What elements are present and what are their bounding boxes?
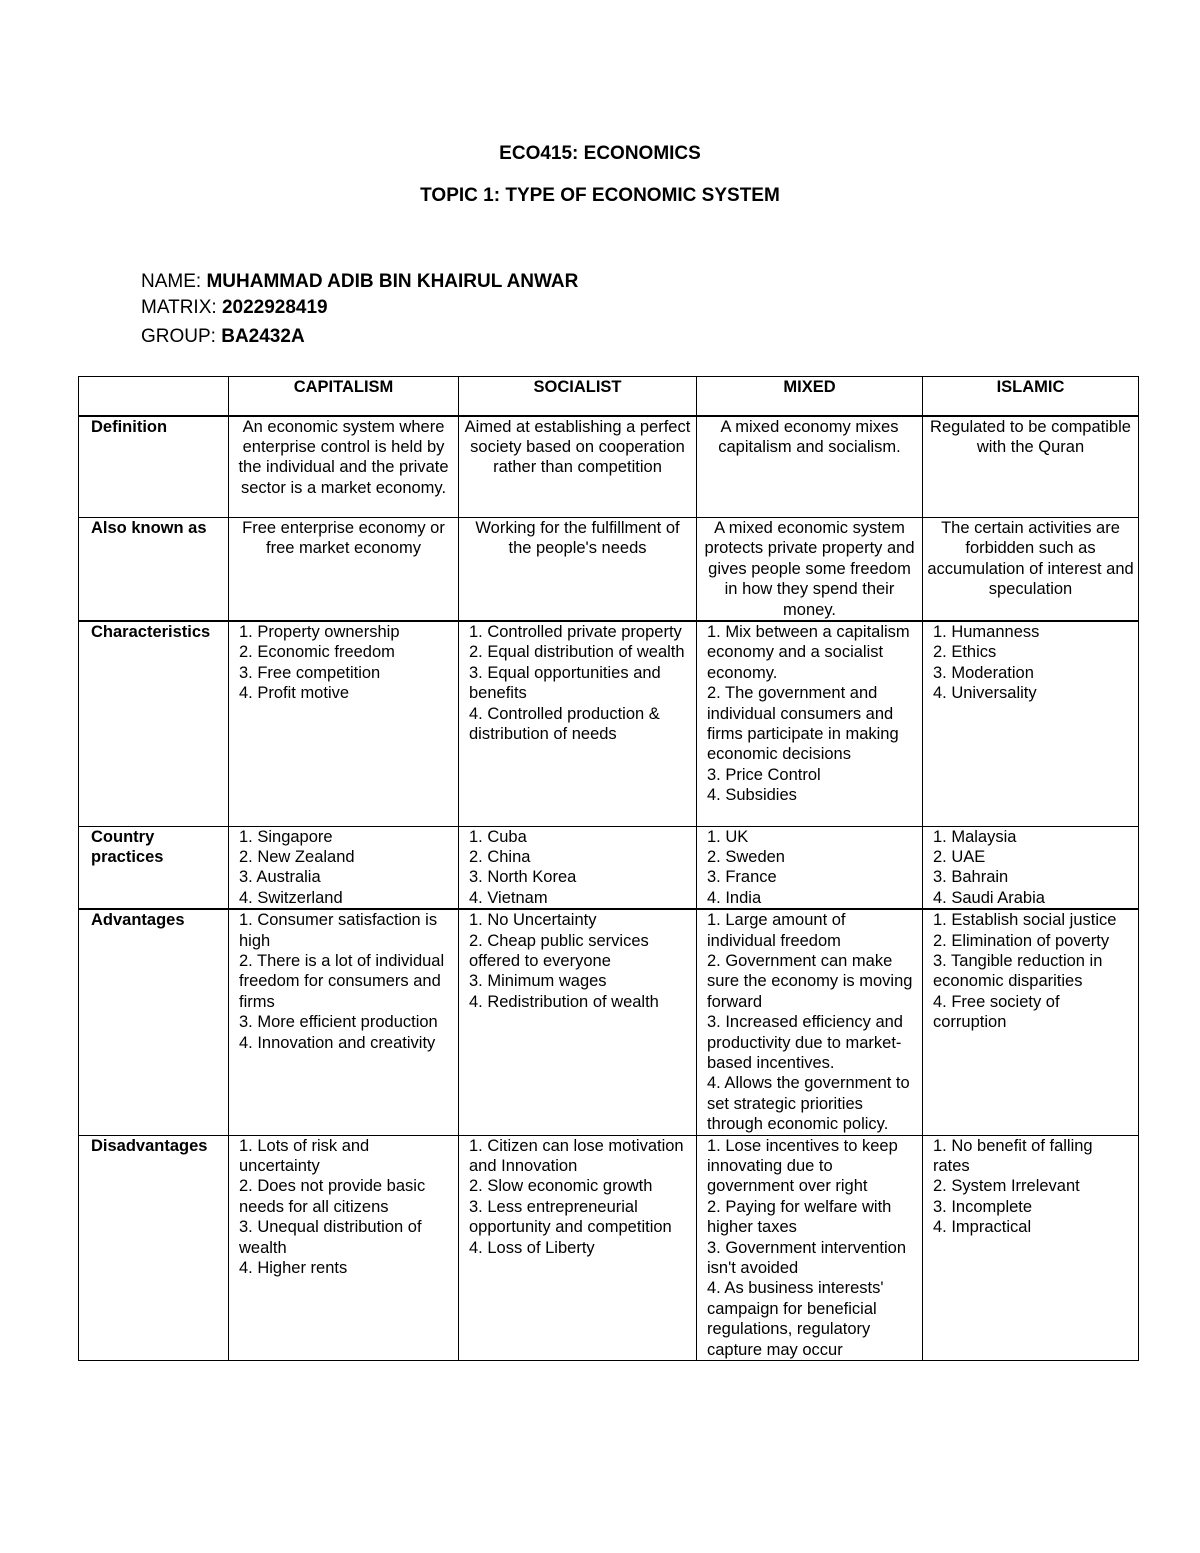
table-cell: 1. Cuba 2. China 3. North Korea 4. Vietnam xyxy=(459,826,697,909)
course-title: ECO415: ECONOMICS xyxy=(499,143,701,164)
row-label: Disadvantages xyxy=(79,1135,229,1360)
topic-title: TOPIC 1: TYPE OF ECONOMIC SYSTEM xyxy=(420,185,780,206)
group-line xyxy=(141,326,305,348)
table-cell: 1. No benefit of falling rates 2. System Irrelevant 3. Incomplete 4. Impractical xyxy=(923,1135,1139,1360)
table-cell: 1. Malaysia 2. UAE 3. Bahrain 4. Saudi Arabia xyxy=(923,826,1139,909)
group-code: BA2432A xyxy=(221,326,305,347)
row-label: Definition xyxy=(79,416,229,518)
table-cell: 1. Singapore 2. New Zealand 3. Australia 4. Switzerland xyxy=(229,826,459,909)
column-header-mixed: MIXED xyxy=(697,377,923,416)
table-row-advantages xyxy=(79,909,1139,1135)
table-row-disadvantages xyxy=(79,1135,1139,1360)
matrix-number: 2022928419 xyxy=(221,297,328,318)
table-cell: 1. Consumer satisfaction is high 2. There is a lot of individual freedom for consumers and firms 3. More efficient production 4. Innovation and creativity xyxy=(229,909,459,1135)
table-cell: 1. Humanness 2. Ethics 3. Moderation 4. Universality xyxy=(923,621,1139,826)
table-cell: 1. UK 2. Sweden 3. France 4. India xyxy=(697,826,923,909)
table-cell: Working for the fulfillment of the people's needs xyxy=(459,518,697,622)
table-cell: Free enterprise economy or free market economy xyxy=(229,518,459,622)
row-label: Characteristics xyxy=(79,621,229,826)
column-header-empty xyxy=(79,377,229,416)
table-cell: 1. Lots of risk and uncertainty 2. Does not provide basic needs for all citizens 3. Unequal distribution of wealth 4. Higher rents xyxy=(229,1135,459,1360)
table-row-characteristics xyxy=(79,621,1139,826)
row-label: Advantages xyxy=(79,909,229,1135)
column-header-islamic: ISLAMIC xyxy=(923,377,1139,416)
table-cell: The certain activities are forbidden such as accumulation of interest and speculation xyxy=(923,518,1139,622)
table-cell: A mixed economic system protects private property and gives people some freedom in how they spend their money. xyxy=(697,518,923,622)
table-cell: 1. Large amount of individual freedom 2. Government can make sure the economy is moving forward 3. Increased efficiency and productivity due to market-based incentives. 4. Allows the government to set strategic priorities through economic policy. xyxy=(697,909,923,1135)
table-row-definition xyxy=(79,416,1139,518)
table-cell: 1. Mix between a capitalism economy and a socialist economy. 2. The government and individual consumers and firms participate in making economic decisions 3. Price Control 4. Subsidies xyxy=(697,621,923,826)
row-label: Country practices xyxy=(79,826,229,909)
column-header-socialist: SOCIALIST xyxy=(459,377,697,416)
student-name: MUHAMMAD ADIB BIN KHAIRUL ANWAR xyxy=(206,271,579,292)
table-row-also-known-as xyxy=(79,518,1139,622)
table-row-country-practices xyxy=(79,826,1139,909)
matrix-label: MATRIX: xyxy=(141,297,217,318)
column-header-capitalism: CAPITALISM xyxy=(229,377,459,416)
table-cell: 1. Property ownership 2. Economic freedom 3. Free competition 4. Profit motive xyxy=(229,621,459,826)
row-label: Also known as xyxy=(79,518,229,622)
table-cell: 1. Controlled private property 2. Equal distribution of wealth 3. Equal opportunities and benefits 4. Controlled production & distribution of needs xyxy=(459,621,697,826)
name-line xyxy=(141,271,578,293)
group-label: GROUP: xyxy=(141,326,216,347)
name-label: NAME: xyxy=(141,271,202,292)
matrix-line xyxy=(141,297,328,319)
table-cell: A mixed economy mixes capitalism and socialism. xyxy=(697,416,923,518)
table-cell: An economic system where enterprise control is held by the individual and the private sector is a market economy. xyxy=(229,416,459,518)
economic-systems-table xyxy=(78,376,1139,1361)
table-cell: Regulated to be compatible with the Quran xyxy=(923,416,1139,518)
table-header-row xyxy=(79,377,1139,416)
table-cell: 1. Lose incentives to keep innovating due to government over right 2. Paying for welfare with higher taxes 3. Government intervention isn't avoided 4. As business interests' campaign for beneficial regulations, regulatory capture may occur xyxy=(697,1135,923,1360)
table-cell: 1. Citizen can lose motivation and Innovation 2. Slow economic growth 3. Less entrepreneurial opportunity and competition 4. Loss of Liberty xyxy=(459,1135,697,1360)
table-cell: 1. Establish social justice 2. Elimination of poverty 3. Tangible reduction in economic disparities 4. Free society of corruption xyxy=(923,909,1139,1135)
table-cell: Aimed at establishing a perfect society based on cooperation rather than competition xyxy=(459,416,697,518)
table-cell: 1. No Uncertainty 2. Cheap public services offered to everyone 3. Minimum wages 4. Redistribution of wealth xyxy=(459,909,697,1135)
